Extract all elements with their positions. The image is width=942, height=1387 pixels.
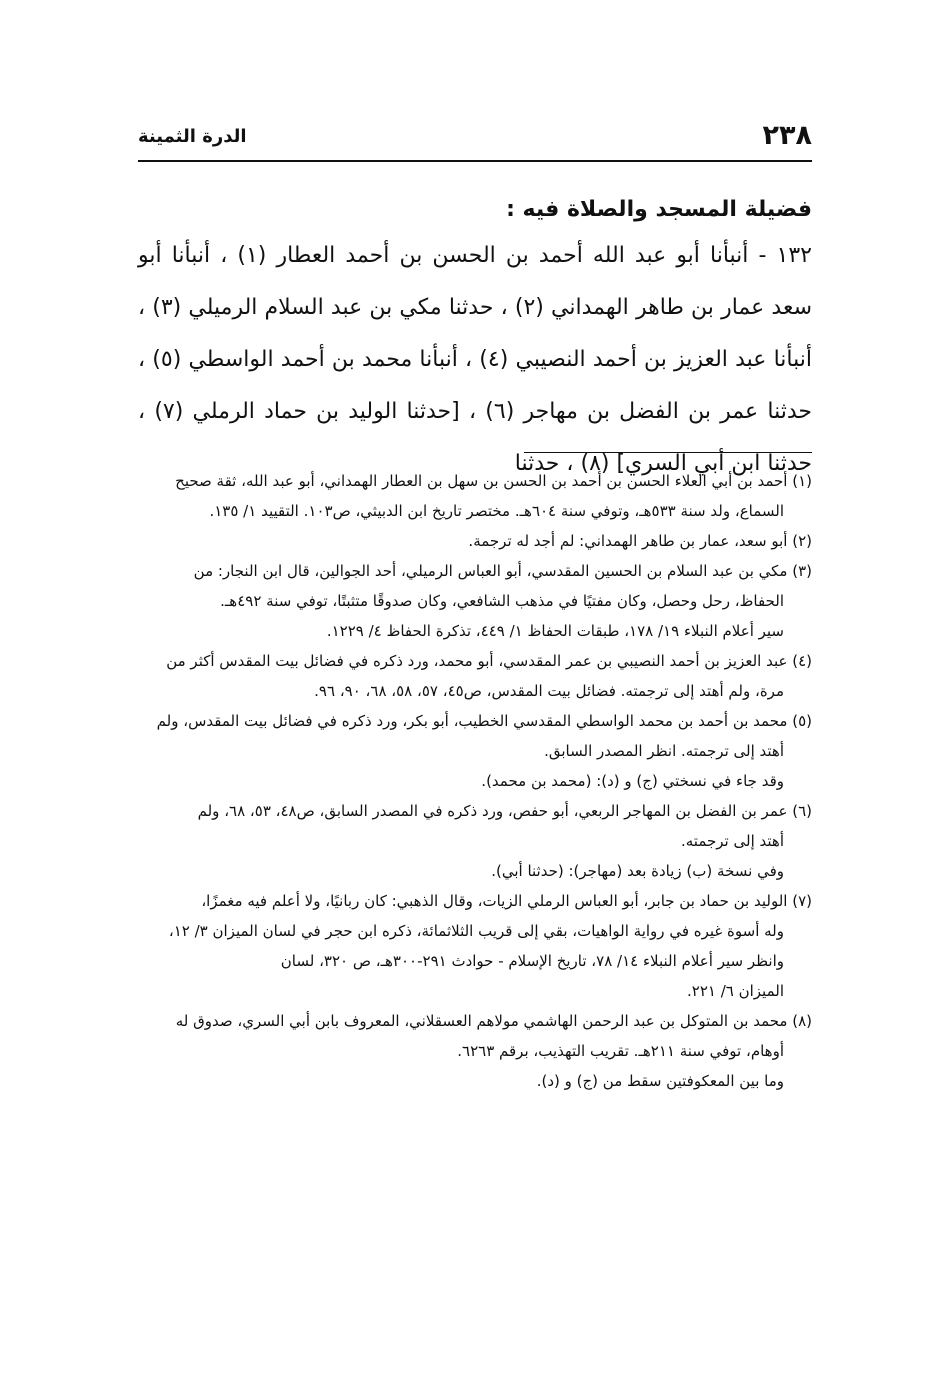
footnote-line: الحفاظ، رحل وحصل، وكان مفتيًا في مذهب الشافعي، وكان صدوقًا متثبتًا، توفي سنة ٤٩٢هـ.: [220, 592, 784, 610]
footnote-line: (٤) عبد العزيز بن أحمد النصيبي بن عمر المقدسي، أبو محمد، ورد ذكره في فضائل بيت المقدس أكثر من: [166, 652, 812, 670]
footnote-line: (٧) الوليد بن حماد بن جابر، أبو العباس الرملي الزيات، وقال الذهبي: كان ربانيًا، ولا أعلم فيه مغمزًا،: [201, 892, 812, 910]
footnote-line: أوهام، توفي سنة ٢١١هـ. تقريب التهذيب، برقم ٦٢٦٣.: [457, 1042, 784, 1060]
main-text: [138, 190, 812, 490]
footnote-line: وانظر سير أعلام النبلاء ١٤/ ٧٨، تاريخ الإسلام - حوادث ٢٩١-٣٠٠هـ، ص ٣٢٠، لسان: [280, 952, 784, 970]
footnote-line: (٢) أبو سعد، عمار بن طاهر الهمداني: لم أجد له ترجمة.: [468, 532, 812, 550]
footnote-line: (١) أحمد بن أبي العلاء الحسن بن أحمد بن الحسن بن سهل بن العطار الهمداني، أبو عبد الله، ثقة صحيح: [175, 472, 812, 490]
footnote-1: [138, 466, 812, 526]
footnote-2: [138, 526, 812, 556]
page-header: [138, 120, 812, 156]
footnote-line: السماع، ولد سنة ٥٣٣هـ، وتوفي سنة ٦٠٤هـ. مختصر تاريخ ابن الدبيثي، ص١٠٣. التقييد ١/ ١٣٥.: [209, 502, 784, 520]
footnote-line: أهتد إلى ترجمته.: [681, 832, 784, 850]
footnote-line: (٨) محمد بن المتوكل بن عبد الرحمن الهاشمي مولاهم العسقلاني، المعروف بابن أبي السري، صدوق له: [175, 1012, 812, 1030]
page-number: ٢٣٨: [762, 120, 812, 151]
footnote-line: (٦) عمر بن الفضل بن المهاجر الربعي، أبو حفص، ورد ذكره في المصدر السابق، ص٤٨، ٥٣، ٦٨، ولم: [197, 802, 812, 820]
footnote-line: مرة، ولم أهتد إلى ترجمته. فضائل بيت المقدس، ص٤٥، ٥٧، ٥٨، ٦٨، ٩٠، ٩٦.: [314, 682, 784, 700]
footnote-7: [138, 886, 812, 1006]
footnote-line: وقد جاء في نسختي (ج) و (د): (محمد بن محمد).: [481, 772, 784, 790]
footnote-line: وما بين المعكوفتين سقط من (ج) و (د).: [536, 1072, 784, 1090]
hadith-paragraph: ١٣٢ - أنبأنا أبو عبد الله أحمد بن الحسن بن أحمد العطار (١) ، أنبأنا أبو سعد عمار بن طاهر الهمداني (٢) ، حدثنا مكي بن عبد السلام الرميلي (٣) ، أنبأنا عبد العزيز بن أحمد النصيبي (٤) ، أنبأنا محمد بن أحمد الواسطي (٥) ، حدثنا عمر بن الفضل بن مهاجر (٦) ، [حدثنا الوليد بن حماد الرملي (٧) ، حدثنا ابن أبي السري] (٨) ، حدثنا: [138, 243, 813, 476]
footnote-4: [138, 646, 812, 706]
footnote-line: سير أعلام النبلاء ١٩/ ١٧٨، طبقات الحفاظ ١/ ٤٤٩، تذكرة الحفاظ ٤/ ١٢٢٩.: [326, 622, 784, 640]
footnote-line: (٣) مكي بن عبد السلام بن الحسين المقدسي، أبو العباس الرميلي، أحد الجوالين، قال ابن النجار: من: [193, 562, 812, 580]
footnote-line: وله أسوة غيره في رواية الواهيات، بقي إلى قريب الثلاثمائة، ذكره ابن حجر في لسان الميزان ٣/ ١٢،: [168, 922, 784, 940]
footnotes: [138, 466, 812, 1096]
running-title: الدرة الثمينة: [138, 126, 247, 147]
footnote-separator: [524, 452, 812, 453]
footnote-line: وفي نسخة (ب) زيادة بعد (مهاجر): (حدثنا أبي).: [491, 862, 784, 880]
section-heading: فضيلة المسجد والصلاة فيه :: [506, 197, 812, 222]
footnote-5: [138, 706, 812, 796]
footnote-line: (٥) محمد بن أحمد بن محمد الواسطي المقدسي الخطيب، أبو بكر، ورد ذكره في فضائل بيت المقدس، ولم: [156, 712, 812, 730]
footnote-6: [138, 796, 812, 886]
footnote-line: أهتد إلى ترجمته. انظر المصدر السابق.: [544, 742, 784, 760]
header-rule: [138, 160, 812, 162]
footnote-3: [138, 556, 812, 646]
footnote-line: الميزان ٦/ ٢٢١.: [686, 982, 784, 1000]
footnote-8: [138, 1006, 812, 1096]
